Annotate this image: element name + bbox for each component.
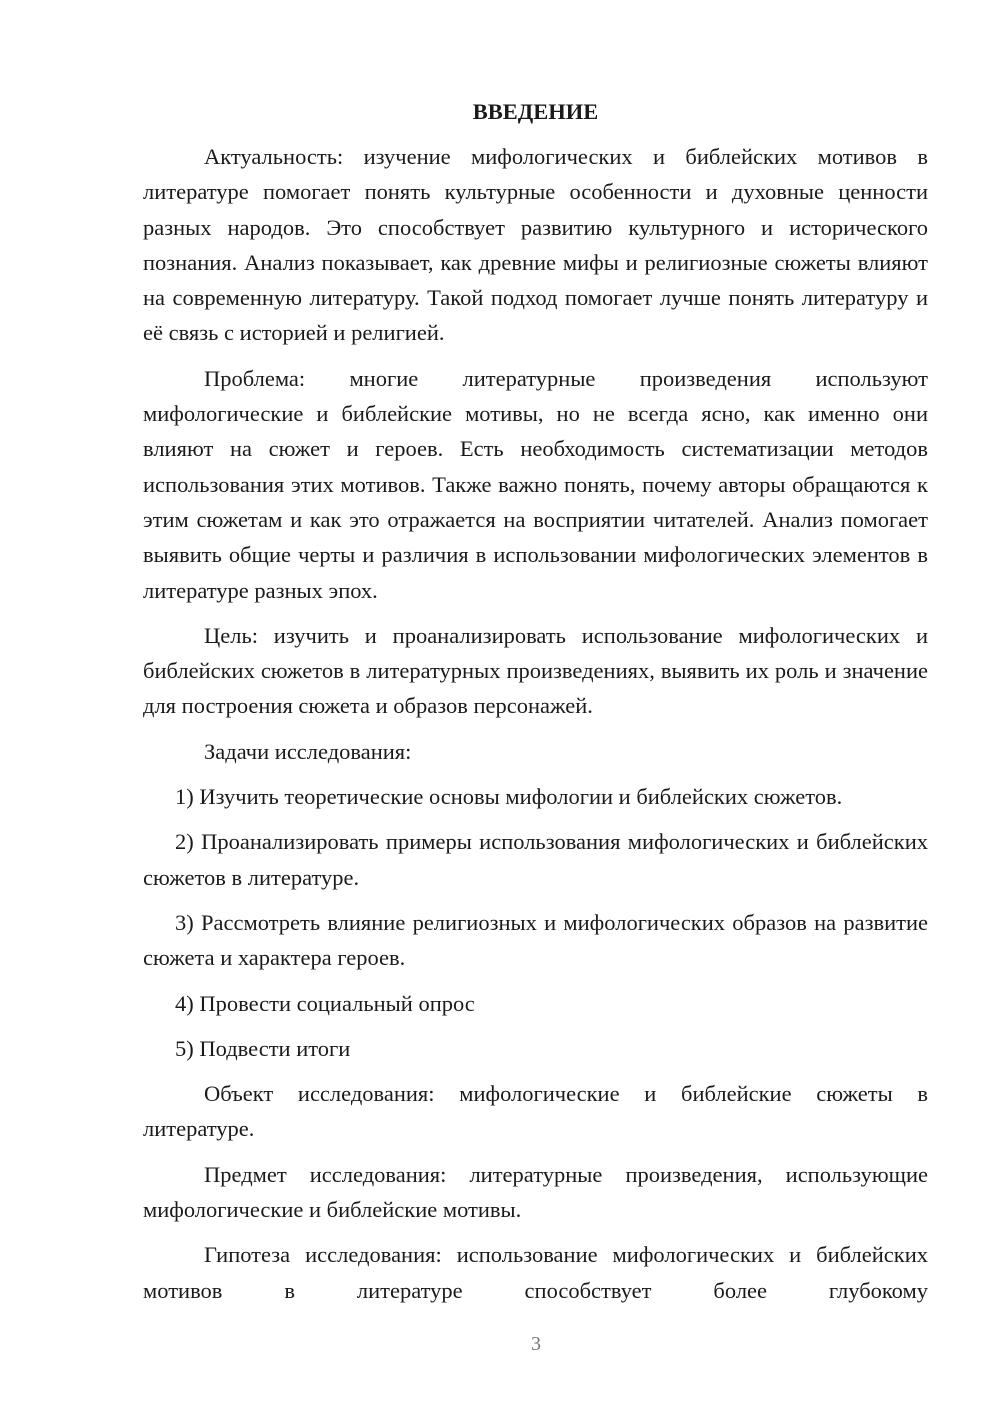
- object-paragraph: Объект исследования: мифологические и библейские сюжеты в литературе.: [143, 1081, 928, 1142]
- page-title: ВВЕДЕНИЕ: [472, 99, 599, 124]
- task-item-2: 2) Проанализировать примеры использования мифологических и библейских сюжетов в литературе.: [143, 829, 928, 890]
- problem-paragraph: Проблема: многие литературные произведения используют мифологические и библейские мотивы, но не всегда ясно, как именно они влияют на сюжет и героев. Есть необходимость систематизации методов использования этих мотивов. Также важно понять, почему авторы обращаются к этим сюжетам и как это отражается на восприятии читателей. Анализ помогает выявить общие черты и различия в использовании мифологических элементов в литературе разных эпох.: [143, 365, 928, 603]
- subject-paragraph: Предмет исследования: литературные произведения, использующие мифологические и библейские мотивы.: [143, 1161, 928, 1223]
- hypothesis-paragraph: Гипотеза исследования: использование мифологических и библейских мотивов в литературе способствует более глубокому: [143, 1242, 928, 1303]
- document-body: [143, 94, 928, 1318]
- goal-paragraph: Цель: изучить и проанализировать использование мифологических и библейских сюжетов в литературных произведениях, выявить их роль и значение для построения сюжета и образов персонажей.: [143, 622, 928, 719]
- task-item-4: 4) Провести социальный опрос: [175, 990, 475, 1016]
- task-item-3: 3) Рассмотреть влияние религиозных и мифологических образов на развитие сюжета и характера героев.: [143, 909, 928, 971]
- task-item-1: 1) Изучить теоретические основы мифологии и библейских сюжетов.: [175, 784, 843, 810]
- task-item-5: 5) Подвести итоги: [175, 1035, 351, 1061]
- page-number: 3: [531, 1333, 541, 1355]
- tasks-title: Задачи исследования:: [204, 738, 412, 764]
- relevance-paragraph: Актуальность: изучение мифологических и библейских мотивов в литературе помогает понять культурные особенности и духовные ценности разных народов. Это способствует развитию культурного и исторического познания. Анализ показывает, как древние мифы и религиозные сюжеты влияют на современную литературу. Такой подход помогает лучше понять литературу и её связь с историей и религией.: [143, 144, 928, 346]
